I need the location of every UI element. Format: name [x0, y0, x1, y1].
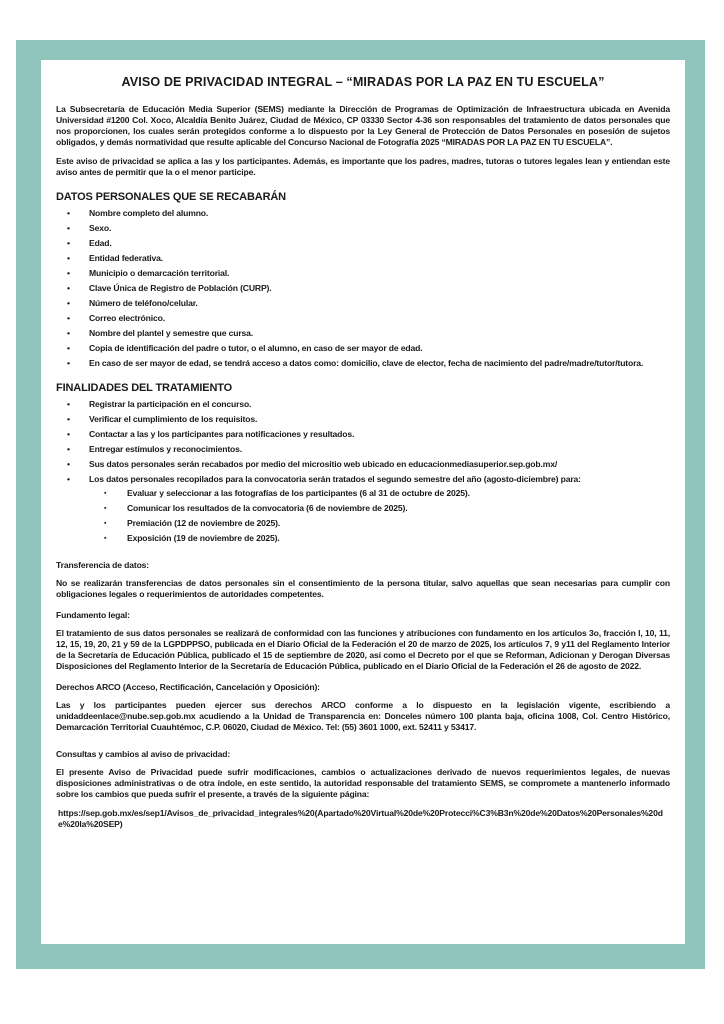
list-item: • Verificar el cumplimiento de los requisitos. — [67, 414, 258, 424]
square-bullet-icon: ▪ — [104, 490, 107, 497]
intro-paragraph: La Subsecretaría de Educación Media Superior (SEMS) mediante la Dirección de Programas de Optimización de Infraestructura ubicada en Avenida Universidad #1200 Col. Xoco, Alcaldía Benito Juárez, Ciudad de México, CP 03330 Sector 4-36 son responsables del tratamiento de datos personales que nos proporcionen, los cuales serán protegidos conforme a lo dispuesto por la Ley General de Protección de Datos Personales en posesión de sujetos obligados, y demás normatividad que resulte aplicable del Concurso Nacional de Fotografía 2025 “MIRADAS POR LA PAZ EN TU ESCUELA”. — [56, 104, 670, 147]
fundamento-text: El tratamiento de sus datos personales se realizará de conformidad con las funciones y atribuciones con fundamento en los artículos 3o, fracción I, 10, 11, 12, 15, 19, 20, 21 y 59 de la LGPDPPSO, publicada en el Diario Oficial de la Federación el 20 de marzo de 2025, los artículos 7, 9 y11 del Reglamento Interior de la Secretaría de Educación Pública, publicado el 15 de septiembre de 2020, así como el Decreto por el que se Reforman, Adicionan y Derogan Diversas Disposiciones del Reglamento Interior de la Secretaría de Educación Pública, publicado en el Diario Oficial de la Federación el 26 de agosto de 2022. — [56, 628, 670, 671]
bullet-icon: • — [67, 459, 70, 469]
intro-paragraph: Este aviso de privacidad se aplica a las y los participantes. Además, es importante que los padres, madres, tutoras o tutores legales lean y entiendan este aviso antes de permitir que la o el menor participe. — [56, 156, 670, 177]
list-item: • En caso de ser mayor de edad, se tendrá acceso a datos como: domicilio, clave de elector, fecha de nacimiento del padre/madre/tutor/tutora. — [67, 358, 644, 368]
list-item: • Nombre completo del alumno. — [67, 208, 209, 218]
list-item: • Entidad federativa. — [67, 253, 164, 263]
list-item: • Clave Única de Registro de Población (CURP). — [67, 283, 272, 293]
list-item: • Sus datos personales serán recabados por medio del micrositio web ubicado en educacionmediasuperior.sep.gob.mx/ — [67, 459, 558, 469]
list-item: • Sexo. — [67, 223, 112, 233]
microsite-link[interactable]: educacionmediasuperior.sep.gob.mx/ — [408, 459, 558, 469]
bullet-icon: • — [67, 444, 70, 454]
section-heading-transferencia: Transferencia de datos: — [56, 560, 150, 570]
document-page — [41, 60, 685, 944]
square-bullet-icon: ▪ — [104, 535, 107, 542]
list-item: • Nombre del plantel y semestre que cursa. — [67, 328, 254, 338]
list-item: • Edad. — [67, 238, 112, 248]
privacy-url-link[interactable]: https://sep.gob.mx/es/sep1/Avisos_de_privacidad_integrales%20(Apartado%20Virtual%20de%20Protecci%C3%B3n%20de%20Datos%20Personales%20de%20la%20SEP) — [58, 808, 663, 829]
bullet-icon: • — [67, 208, 70, 218]
list-item: • Entregar estímulos y reconocimientos. — [67, 444, 243, 454]
bullet-icon: • — [67, 223, 70, 233]
schedule-list — [89, 488, 670, 544]
bullet-icon: • — [67, 328, 70, 338]
square-bullet-icon: ▪ — [104, 505, 107, 512]
bullet-icon: • — [67, 343, 70, 353]
consultas-text: El presente Aviso de Privacidad puede sufrir modificaciones, cambios o actualizaciones derivado de nuevos requerimientos legales, de nuevas disposiciones administrativas o de otra índole, en este sentido, la autoridad responsable del tratamiento SEMS, se compromete a mantenerlo informado sobre los cambios que pueda sufrir el presente, a través de la siguiente página: — [56, 767, 670, 799]
sub-list-item: ▪ Premiación (12 de noviembre de 2025). — [104, 518, 281, 528]
bullet-icon: • — [67, 399, 70, 409]
list-item: • Registrar la participación en el concurso. — [67, 399, 252, 409]
list-item: • Número de teléfono/celular. — [67, 298, 198, 308]
document-content — [56, 74, 670, 838]
transferencia-text: No se realizarán transferencias de datos personales sin el consentimiento de la persona titular, salvo aquellas que sean necesarias para cumplir con obligaciones legales o requerimientos de autoridades competentes. — [56, 578, 670, 599]
section-heading-finalidades: FINALIDADES DEL TRATAMIENTO — [56, 382, 233, 394]
bullet-icon: • — [67, 238, 70, 248]
bullet-icon: • — [67, 268, 70, 278]
bullet-icon: • — [67, 253, 70, 263]
bullet-icon: • — [67, 313, 70, 323]
bullet-icon: • — [67, 358, 70, 368]
sub-list-item: ▪ Exposición (19 de noviembre de 2025). — [104, 533, 280, 543]
arco-text: Las y los participantes pueden ejercer sus derechos ARCO conforme a lo dispuesto en la legislación vigente, escribiendo a unidaddeenlace@nube.sep.gob.mx acudiendo a la Unidad de Transparencia en: Donceles número 100 planta baja, oficina 1008, Col. Centro Histórico, Demarcación Territorial Cuauhtémoc, C.P. 06020, Ciudad de México. Tel: (55) 3601 1000, ext. 52411 y 53417. — [56, 700, 670, 732]
finalidades-list — [56, 399, 670, 544]
bullet-icon: • — [67, 429, 70, 439]
list-item: • Municipio o demarcación territorial. — [67, 268, 230, 278]
section-heading-consultas: Consultas y cambios al aviso de privacidad: — [56, 749, 231, 759]
list-item: • Contactar a las y los participantes para notificaciones y resultados. — [67, 429, 355, 439]
list-item: • Los datos personales recopilados para la convocatoria serán tratados el segundo semestre del año (agosto-diciembre) para: ▪ Evaluar y seleccionar a las fotografías de los participantes (6 al 31 de octubre de 2025). ▪ Comunicar los resultados de la convocatoria (6 de noviembre de 2025). ▪ Premiación (12 de noviembre de 2025). ▪ Exposición (19 de noviembre de 2025). — [56, 474, 670, 544]
list-item: • Correo electrónico. — [67, 313, 165, 323]
section-heading-datos: DATOS PERSONALES QUE SE RECABARÁN — [56, 191, 286, 203]
list-item: • Copia de identificación del padre o tutor, o el alumno, en caso de ser mayor de edad. — [67, 343, 423, 353]
section-heading-fundamento: Fundamento legal: — [56, 610, 130, 620]
section-heading-arco: Derechos ARCO (Acceso, Rectificación, Cancelación y Oposición): — [56, 682, 320, 692]
sub-list-item: ▪ Evaluar y seleccionar a las fotografías de los participantes (6 al 31 de octubre de 2025). — [104, 488, 470, 498]
bullet-icon: • — [67, 414, 70, 424]
datos-list — [56, 208, 670, 369]
bullet-icon: • — [67, 474, 70, 484]
bullet-icon: • — [67, 298, 70, 308]
square-bullet-icon: ▪ — [104, 520, 107, 527]
sub-list-item: ▪ Comunicar los resultados de la convocatoria (6 de noviembre de 2025). — [104, 503, 408, 513]
bullet-icon: • — [67, 283, 70, 293]
document-title: AVISO DE PRIVACIDAD INTEGRAL – “MIRADAS POR LA PAZ EN TU ESCUELA” — [121, 75, 605, 89]
